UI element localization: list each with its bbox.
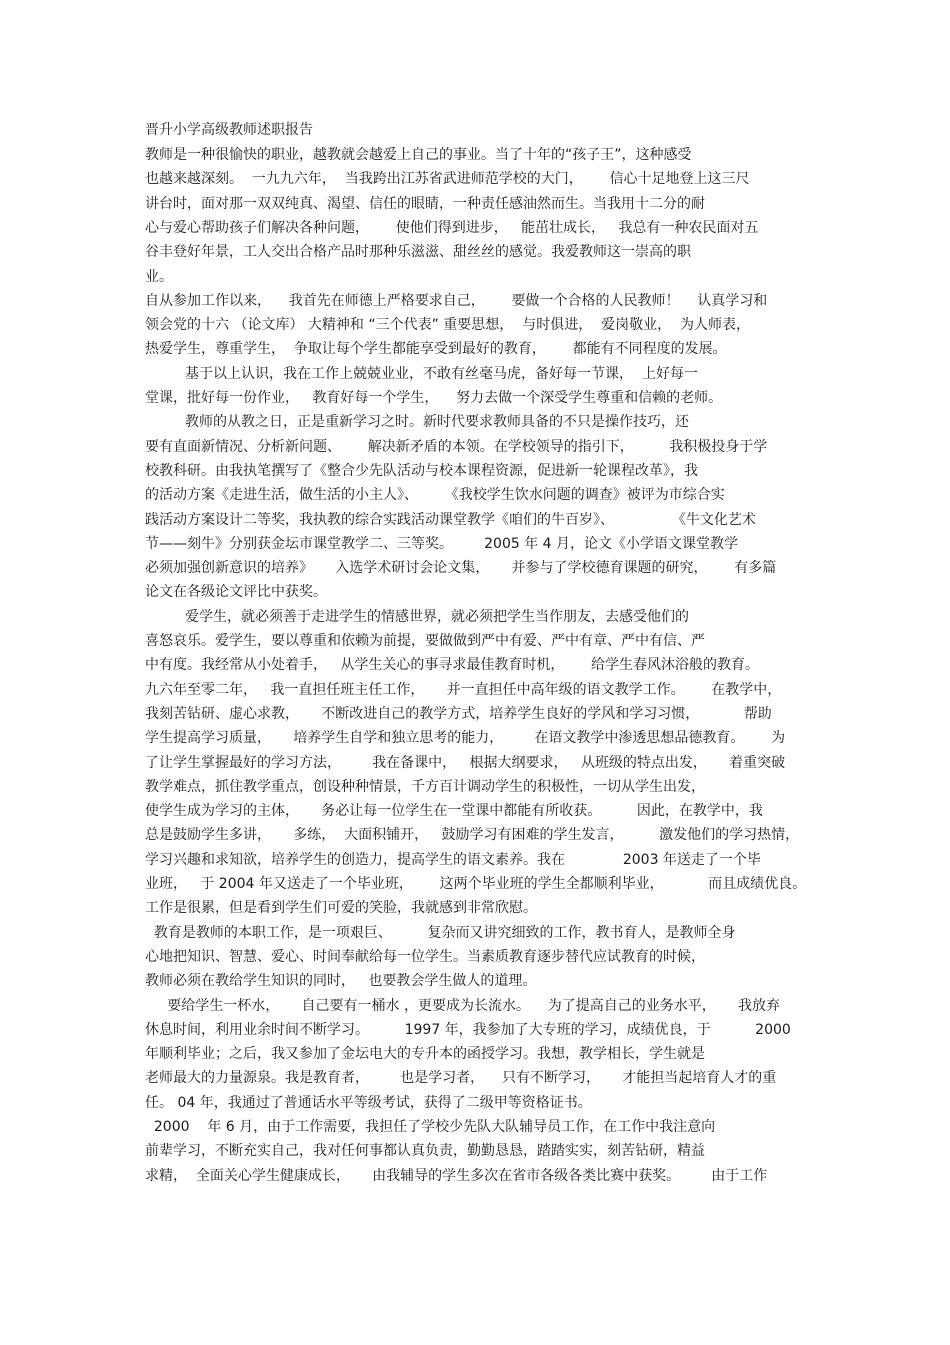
body-line: 必须加强创新意识的培养》 入选学术研讨会论文集， 并参与了学校德育课题的研究， 有多篇	[145, 560, 777, 576]
body-line: 老师最大的力量源泉。我是教育者， 也是学习者， 只有不断学习， 才能担当起培育人才的重	[145, 1070, 777, 1086]
body-line: 学生提高学习质量， 培养学生自学和独立思考的能力， 在语文教学中渗透思想品德教育。 为	[145, 730, 786, 746]
body-line: 业班， 于 2004 年又送走了一个毕业班， 这两个毕业班的学生全都顺利毕业， 而且成绩优良。	[145, 876, 807, 892]
body-line: 基于以上认识，我在工作上兢兢业业，不敢有丝毫马虎，备好每一节课， 上好每一	[145, 366, 698, 382]
body-line: 工作是很累，但是看到学生们可爱的笑脸，我就感到非常欣慰。	[145, 900, 537, 916]
body-line: 前辈学习，不断充实自己，我对任何事都认真负责，勤勤恳恳，踏踏实实，刻苦钻研，精益	[145, 1143, 705, 1159]
body-line: 业。	[145, 269, 173, 285]
body-line: 学习兴趣和求知欲，培养学生的创造力，提高学生的语文素养。我在 2003 年送走了一个毕	[145, 852, 761, 868]
body-line: 中有度。我经常从小处着手， 从学生关心的事寻求最佳教育时机， 给学生春风沐浴般的教育。	[145, 657, 760, 673]
body-line: 教育是教师的本职工作，是一项艰巨、 复杂而又讲究细致的工作，教书育人，是教师全身	[145, 925, 736, 941]
body-line: 九六年至零二年， 我一直担任班主任工作， 并一直担任中高年级的语文教学工作。 在教学中，	[145, 682, 782, 698]
body-line: 总是鼓励学生多讲， 多练， 大面积铺开， 鼓励学习有困难的学生发言， 激发他们的学习热情，	[145, 827, 800, 843]
body-line: 任。 04 年，我通过了普通话水平等级考试，获得了二级甲等资格证书。	[145, 1095, 592, 1111]
body-line: 教师必须在教给学生知识的同时， 也要教会学生做人的道理。	[145, 973, 537, 989]
body-line: 谷丰登好年景，工人交出合格产品时那种乐滋滋、甜丝丝的感觉。我爱教师这一崇高的职	[145, 244, 691, 260]
document-title: 晋升小学高级教师述职报告	[145, 122, 313, 138]
body-line: 年顺利毕业；之后，我又参加了金坛电大的专升本的函授学习。我想，教学相长，学生就是	[145, 1046, 705, 1062]
body-line: 节——刻牛》分别获金坛市课堂教学二、三等奖。 2005 年 4 月，论文《小学语文课堂教学	[145, 536, 739, 552]
body-line: 要有直面新情况、分析新问题、 解决新矛盾的本领。在学校领导的指引下， 我积极投身于学	[145, 439, 768, 455]
body-line: 教师是一种很愉快的职业，越教就会越爱上自己的事业。当了十年的“孩子王”，这种感受	[145, 147, 692, 163]
body-line: 堂课，批好每一份作业， 教育好每一个学生， 努力去做一个深受学生尊重和信赖的老师。	[145, 390, 723, 406]
body-line: 2000 年 6 月，由于工作需要，我担任了学校少先队大队辅导员工作，在工作中我注意向	[145, 1119, 716, 1135]
body-line: 求精， 全面关心学生健康成长， 由我辅导的学生多次在省市各级各类比赛中获奖。 由于工作	[145, 1168, 768, 1184]
body-line: 也越来越深刻。 一九九六年， 当我跨出江苏省武进师范学校的大门， 信心十足地登上这三尺	[145, 171, 750, 187]
body-line: 校教科研。由我执笔撰写了《整合少先队活动与校本课程资源，促进新一轮课程改革》，我	[145, 463, 698, 479]
body-line: 讲台时，面对那一双双纯真、渴望、信任的眼睛，一种责任感油然而生。当我用十二分的耐	[145, 196, 705, 212]
body-line: 我刻苦钻研、虚心求教， 不断改进自己的教学方式，培养学生良好的学风和学习习惯， 帮助	[145, 706, 772, 722]
body-line: 论文在各级论文评比中获奖。	[145, 584, 327, 600]
body-line: 自从参加工作以来， 我首先在师德上严格要求自己， 要做一个合格的人民教师！ 认真学习和	[145, 293, 768, 309]
body-line: 心与爱心帮助孩子们解决各种问题， 使他们得到进步， 能茁壮成长， 我总有一种农民面对五	[145, 220, 759, 236]
body-line: 教师的从教之日，正是重新学习之时。新时代要求教师具备的不只是操作技巧，还	[145, 414, 690, 430]
body-line: 了让学生掌握最好的学习方法， 我在备课中， 根据大纲要求， 从班级的特点出发， 着重突破	[145, 755, 786, 771]
body-line: 领会党的十六 （论文库） 大精神和 “三个代表” 重要思想， 与时俱进， 爱岗敬业， 为人师表，	[145, 317, 751, 333]
body-line: 教学难点，抓住教学重点，创设种种情景，千方百计调动学生的积极性，一切从学生出发，	[145, 779, 705, 795]
body-line: 践活动方案设计二等奖，我执教的综合实践活动课堂教学《咱们的牛百岁》、 《牛文化艺术	[145, 512, 756, 528]
body-line: 的活动方案《走进生活，做生活的小主人》、 《我校学生饮水问题的调查》被评为市综合实	[145, 487, 725, 503]
body-line: 热爱学生，尊重学生， 争取让每个学生都能享受到最好的教育， 都能有不同程度的发展。	[145, 341, 727, 357]
body-line: 使学生成为学习的主体， 务必让每一位学生在一堂课中都能有所收获。 因此，在教学中，我	[145, 803, 763, 819]
body-line: 心地把知识、智慧、爱心、时间奉献给每一位学生。当素质教育逐步替代应试教育的时候，	[145, 949, 705, 965]
body-line: 休息时间，利用业余时间不断学习。 1997 年，我参加了大专班的学习，成绩优良，于 2000	[145, 1022, 791, 1038]
body-line: 爱学生，就必须善于走进学生的情感世界，就必须把学生当作朋友，去感受他们的	[145, 609, 690, 625]
body-line: 喜怒哀乐。爱学生，要以尊重和依赖为前提，要做做到严中有爱、严中有章、严中有信、严	[145, 633, 705, 649]
body-line: 要给学生一杯水， 自己要有一桶水 ，更要成为长流水。 为了提高自己的业务水平， 我放弃	[145, 998, 781, 1014]
